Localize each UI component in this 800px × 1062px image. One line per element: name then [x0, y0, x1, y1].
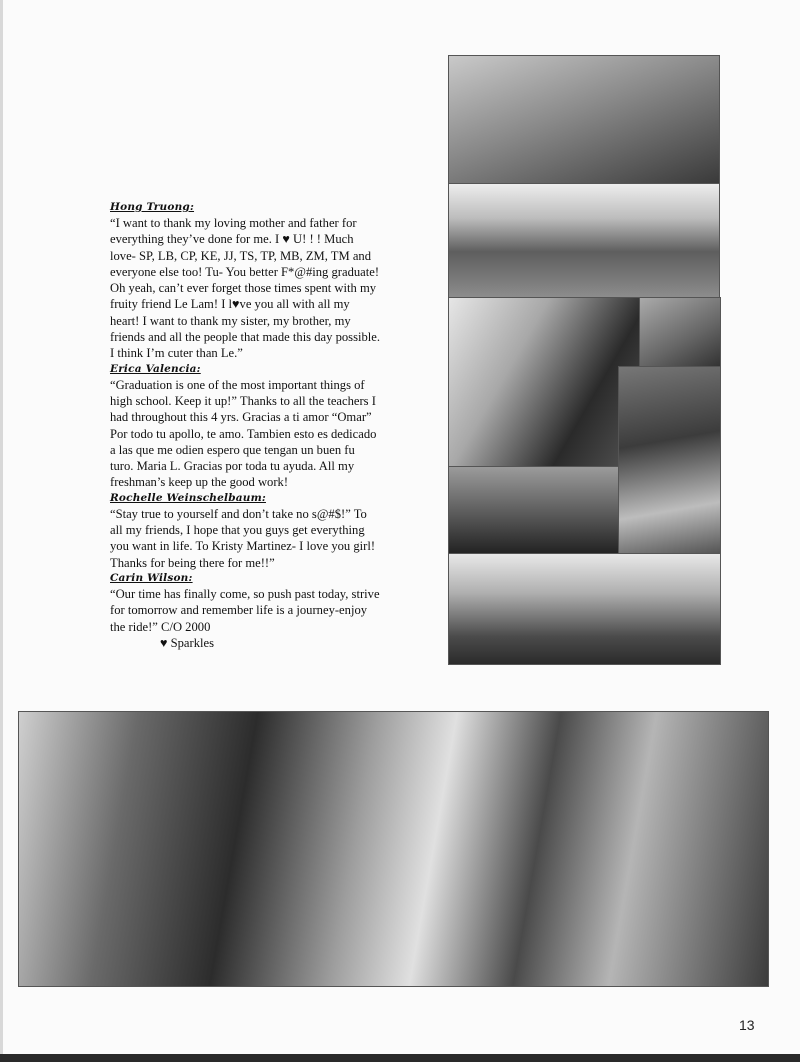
- senior-messages-column: [110, 200, 380, 651]
- signature: Carin Wilson:: [110, 571, 193, 584]
- signature: Erica Valencia:: [110, 362, 201, 375]
- message-text: “I want to thank my loving mother and father for everything they’ve done for me. I ♥ U! ! ! Much love- SP, LB, CP, KE, JJ, TS, TP, MB, ZM, TM and everyone else too! Tu- You better F*@#ing graduate! Oh yeah, can’t ever forget those times spent with my fruity friend Le Lam! I l♥ve you all with all my heart! I want to thank my sister, my brother, my friends and all the people that made this day possible. I think I’m cuter than Le.”: [110, 216, 380, 361]
- portrait-photo: [448, 183, 720, 298]
- group-photo: [448, 55, 720, 184]
- group-photo: [448, 553, 721, 665]
- message-text: “Graduation is one of the most important things of high school. Keep it up!” Thanks to all the teachers I had throughout this 4 yrs. Gracias a ti amor “Omar” Por todo tu apollo, te amo. Tambien esto es dedicado a las que me odien espero que tengan un buen fu turo. Maria L. Gracias por toda tu ayuda. All my freshman’s keep up the good work!: [110, 377, 377, 490]
- group-photo: [448, 466, 619, 554]
- group-photo: [618, 366, 721, 554]
- closing-sparkles: ♥ Sparkles: [160, 635, 214, 650]
- portrait-photo: [639, 297, 721, 367]
- page-number: 13: [739, 1017, 755, 1033]
- page-binding-edge: [0, 0, 3, 1062]
- senior-message: [110, 491, 380, 571]
- senior-message: [110, 362, 380, 491]
- photo-collage: [18, 711, 769, 987]
- senior-message: [110, 571, 380, 651]
- friends-photo: [448, 297, 640, 467]
- signature: Rochelle Weinschelbaum:: [110, 491, 266, 504]
- signature: Hong Truong:: [110, 201, 195, 213]
- senior-message: [110, 200, 380, 362]
- message-text: “Our time has finally come, so push past today, strive for tomorrow and remember life is a journey-enjoy the ride!” C/O 2000: [110, 586, 380, 634]
- message-text: “Stay true to yourself and don’t take no s@#$!” To all my friends, I hope that you guys get everything you want in life. To Kristy Martinez- I love you girl! Thanks for being there for me!!”: [110, 506, 376, 570]
- page-bottom-edge: [0, 1054, 800, 1062]
